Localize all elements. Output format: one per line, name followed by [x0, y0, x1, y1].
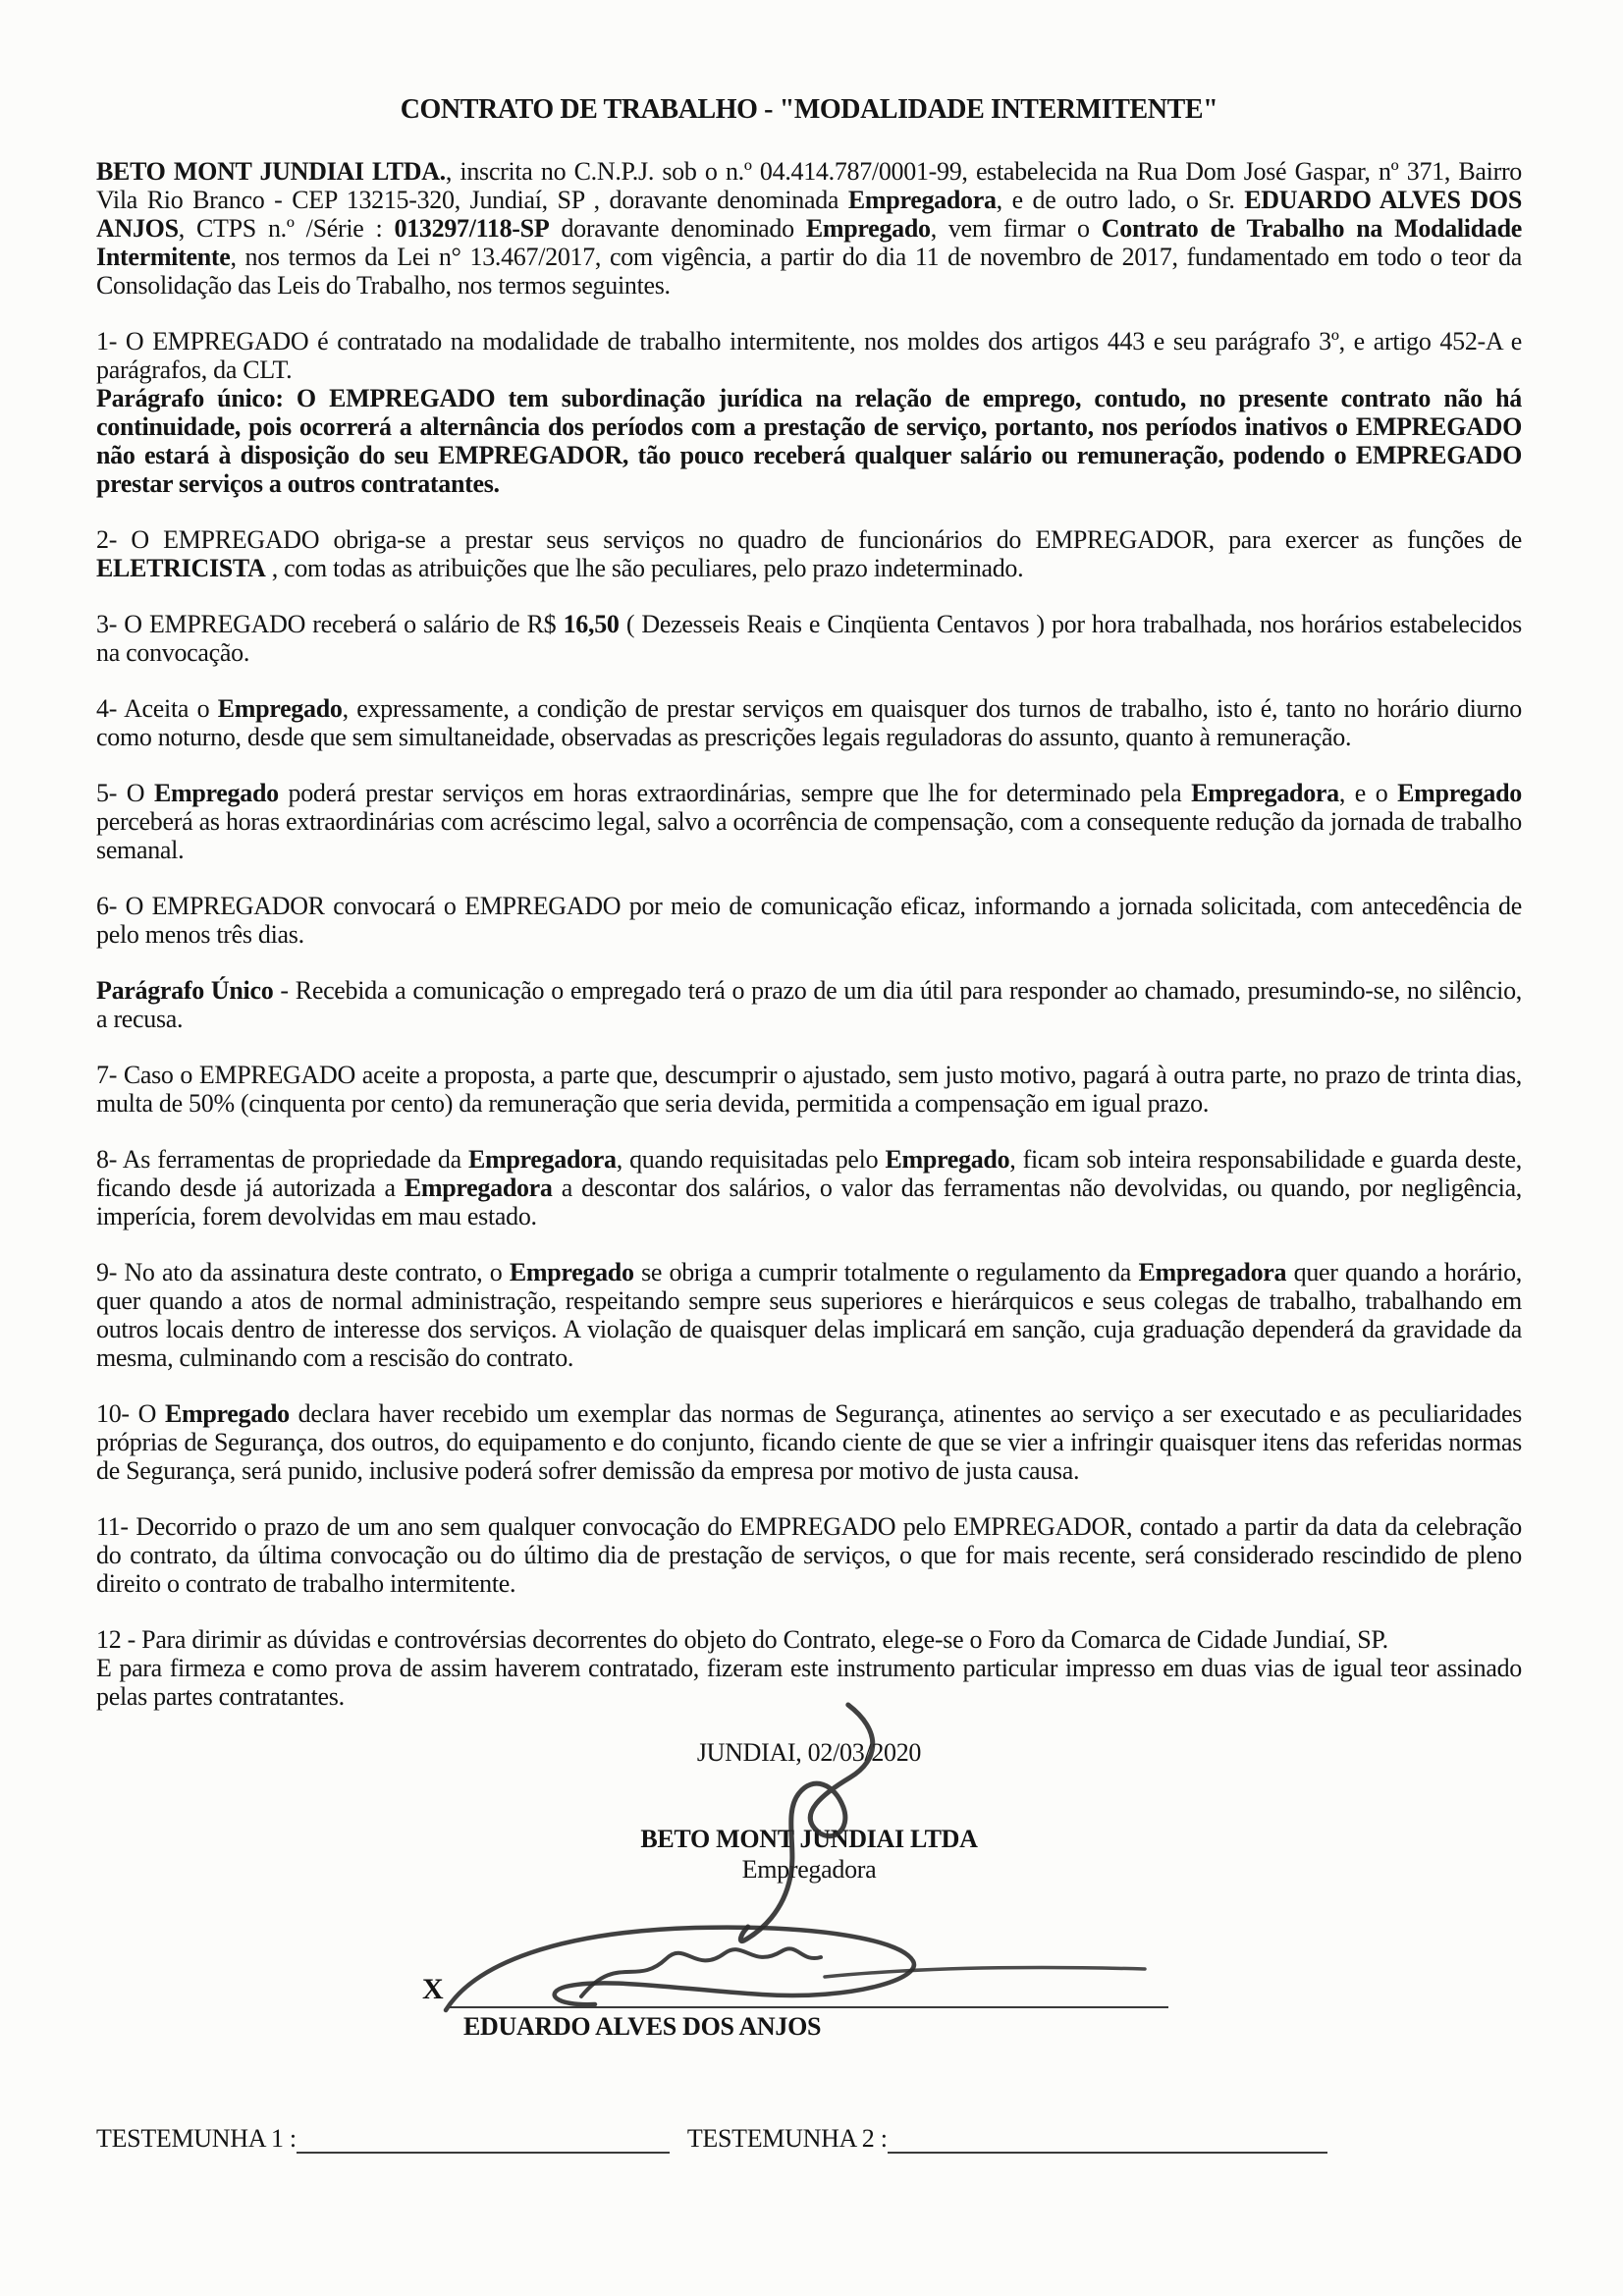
witness-1-label: TESTEMUNHA 1 :: [96, 2124, 297, 2153]
contract-paragraph: 6- O EMPREGADOR convocará o EMPREGADO por meio de comunicação eficaz, informando a jornada solicitada, com antecedência de pelo menos três dias.: [96, 892, 1522, 949]
contract-body: [96, 157, 1522, 1711]
contract-paragraph: 12 - Para dirimir as dúvidas e controvérsias decorrentes do objeto do Contrato, elege-se o Foro da Comarca de Cidade Jundiaí, SP.: [96, 1625, 1388, 1654]
employer-signature-stroke: [732, 1699, 899, 1944]
contract-paragraph: 9- No ato da assinatura deste contrato, o Empregado se obriga a cumprir totalmente o regulamento da Empregadora quer quando a horário, quer quando a atos de normal administração, respeitando sempre seus superiores e hierárquicos e seus colegas de trabalho, trabalhando em outros locais dentro de interesse dos serviços. A violação de quaisquer delas implicará em sanção, cuja graduação dependerá da gravidade da mesma, culminando com a rescisão do contrato.: [96, 1258, 1522, 1372]
witness-1-line: [297, 2122, 670, 2154]
contract-paragraph: 10- O Empregado declara haver recebido um exemplar das normas de Segurança, atinentes ao serviço a ser executado e as peculiaridades próprias de Segurança, dos outros, do equipamento e do conjunto, ficando ciente de que se vier a infringir quaisquer itens das referidas normas de Segurança, será punido, inclusive poderá sofrer demissão da empresa por motivo de justa causa.: [96, 1399, 1523, 1485]
contract-paragraph: 8- As ferramentas de propriedade da Empregadora, quando requisitadas pelo Empregado, ficam sob inteira responsabilidade e guarda deste, ficando desde já autorizada a Empregadora a descontar dos salários, o valor das ferramentas não devolvidas, ou quando, por negligência, imperícia, forem devolvidas em mau estado.: [96, 1145, 1523, 1230]
contract-paragraph: 3- O EMPREGADO receberá o salário de R$ 16,50 ( Dezesseis Reais e Cinqüenta Centavos ) por hora trabalhada, nos horários estabelecidos na convocação.: [96, 610, 1522, 667]
employer-role-label: Empregadora: [741, 1855, 877, 1884]
witness-row: [96, 2122, 1522, 2154]
contract-paragraph: 7- Caso o EMPREGADO aceite a proposta, a parte que, descumprir o ajustado, sem justo motivo, pagará à outra parte, no prazo de trinta dias, multa de 50% (cinquenta por cento) da remuneração que seria devida, permitida a compensação em igual prazo.: [96, 1061, 1522, 1118]
contract-paragraph: Parágrafo Único - Recebida a comunicação o empregado terá o prazo de um dia útil para responder ao chamado, presumindo-se, no silêncio, a recusa.: [96, 976, 1522, 1033]
contract-content: [96, 94, 1522, 2154]
employee-signature-block: [422, 1930, 1168, 2041]
contract-paragraph: E para firmeza e como prova de assim haverem contratado, fizeram este instrumento particular impresso em duas vias de igual teor assinado pelas partes contratantes.: [96, 1654, 1522, 1711]
witness-2-label: TESTEMUNHA 2 :: [686, 2124, 888, 2153]
contract-paragraph: 5- O Empregado poderá prestar serviços em horas extraordinárias, sempre que lhe for determinado pela Empregadora, e o Empregado perceberá as horas extraordinárias com acréscimo legal, salvo a ocorrência de compensação, com a consequente redução da jornada de trabalho semanal.: [96, 779, 1522, 864]
witness-2-line: [888, 2122, 1327, 2154]
employer-name: BETO MONT JUNDIAI LTDA: [640, 1825, 978, 1853]
date-place-line: JUNDIAI, 02/03/2020: [696, 1738, 922, 1767]
employee-signature-line: [450, 2006, 1168, 2008]
contract-paragraph: 4- Aceita o Empregado, expressamente, a condição de prestar serviços em quaisquer dos turnos de trabalho, isto é, tanto no horário diurno como noturno, desde que sem simultaneidade, observadas as prescrições legais reguladoras do assunto, quanto à remuneração.: [96, 694, 1522, 751]
contract-paragraph: 11- Decorrido o prazo de um ano sem qualquer convocação do EMPREGADO pelo EMPREGADOR, contado a partir da data da celebração do contrato, da última convocação ou do último dia de prestação de serviços, o que for mais recente, será considerado rescindido de pleno direito o contrato de trabalho intermitente.: [96, 1512, 1522, 1598]
contract-paragraph: BETO MONT JUNDIAI LTDA., inscrita no C.N.P.J. sob o n.º 04.414.787/0001-99, estabelecida na Rua Dom José Gaspar, nº 371, Bairro Vila Rio Branco - CEP 13215-320, Jundiaí, SP , doravante denominada Empregadora, e de outro lado, o Sr. EDUARDO ALVES DOS ANJOS, CTPS n.º /Série : 013297/118-SP doravante denominado Empregado, vem firmar o Contrato de Trabalho na Modalidade Intermitente, nos termos da Lei n° 13.467/2017, com vigência, a partir do dia 11 de novembro de 2017, fundamentado em todo o teor da Consolidação das Leis do Trabalho, nos termos seguintes.: [96, 157, 1523, 300]
contract-paragraph: 2- O EMPREGADO obriga-se a prestar seus serviços no quadro de funcionários do EMPREGADOR, para exercer as funções de ELETRICISTA , com todas as atribuições que lhe são peculiares, pelo prazo indeterminado.: [96, 525, 1522, 582]
employee-name: EDUARDO ALVES DOS ANJOS: [463, 2012, 822, 2041]
closing-section: [96, 1738, 1522, 2154]
employee-x-mark: X: [422, 1973, 444, 2005]
employer-signature-block: [96, 1825, 1522, 1885]
page-title: CONTRATO DE TRABALHO - "MODALIDADE INTERMITENTE": [400, 94, 1218, 125]
contract-paragraph: Parágrafo único: O EMPREGADO tem subordinação jurídica na relação de emprego, contudo, no presente contrato não há continuidade, pois ocorrerá a alternância dos períodos com a prestação de serviço, portanto, nos períodos inativos o EMPREGADO não estará à disposição do seu EMPREGADOR, tão pouco receberá qualquer salário ou remuneração, podendo o EMPREGADO prestar serviços a outros contratantes.: [96, 384, 1522, 498]
contract-paragraph: 1- O EMPREGADO é contratado na modalidade de trabalho intermitente, nos moldes dos artigos 443 e seu parágrafo 3º, e artigo 452-A e parágrafos, da CLT.: [96, 327, 1522, 384]
